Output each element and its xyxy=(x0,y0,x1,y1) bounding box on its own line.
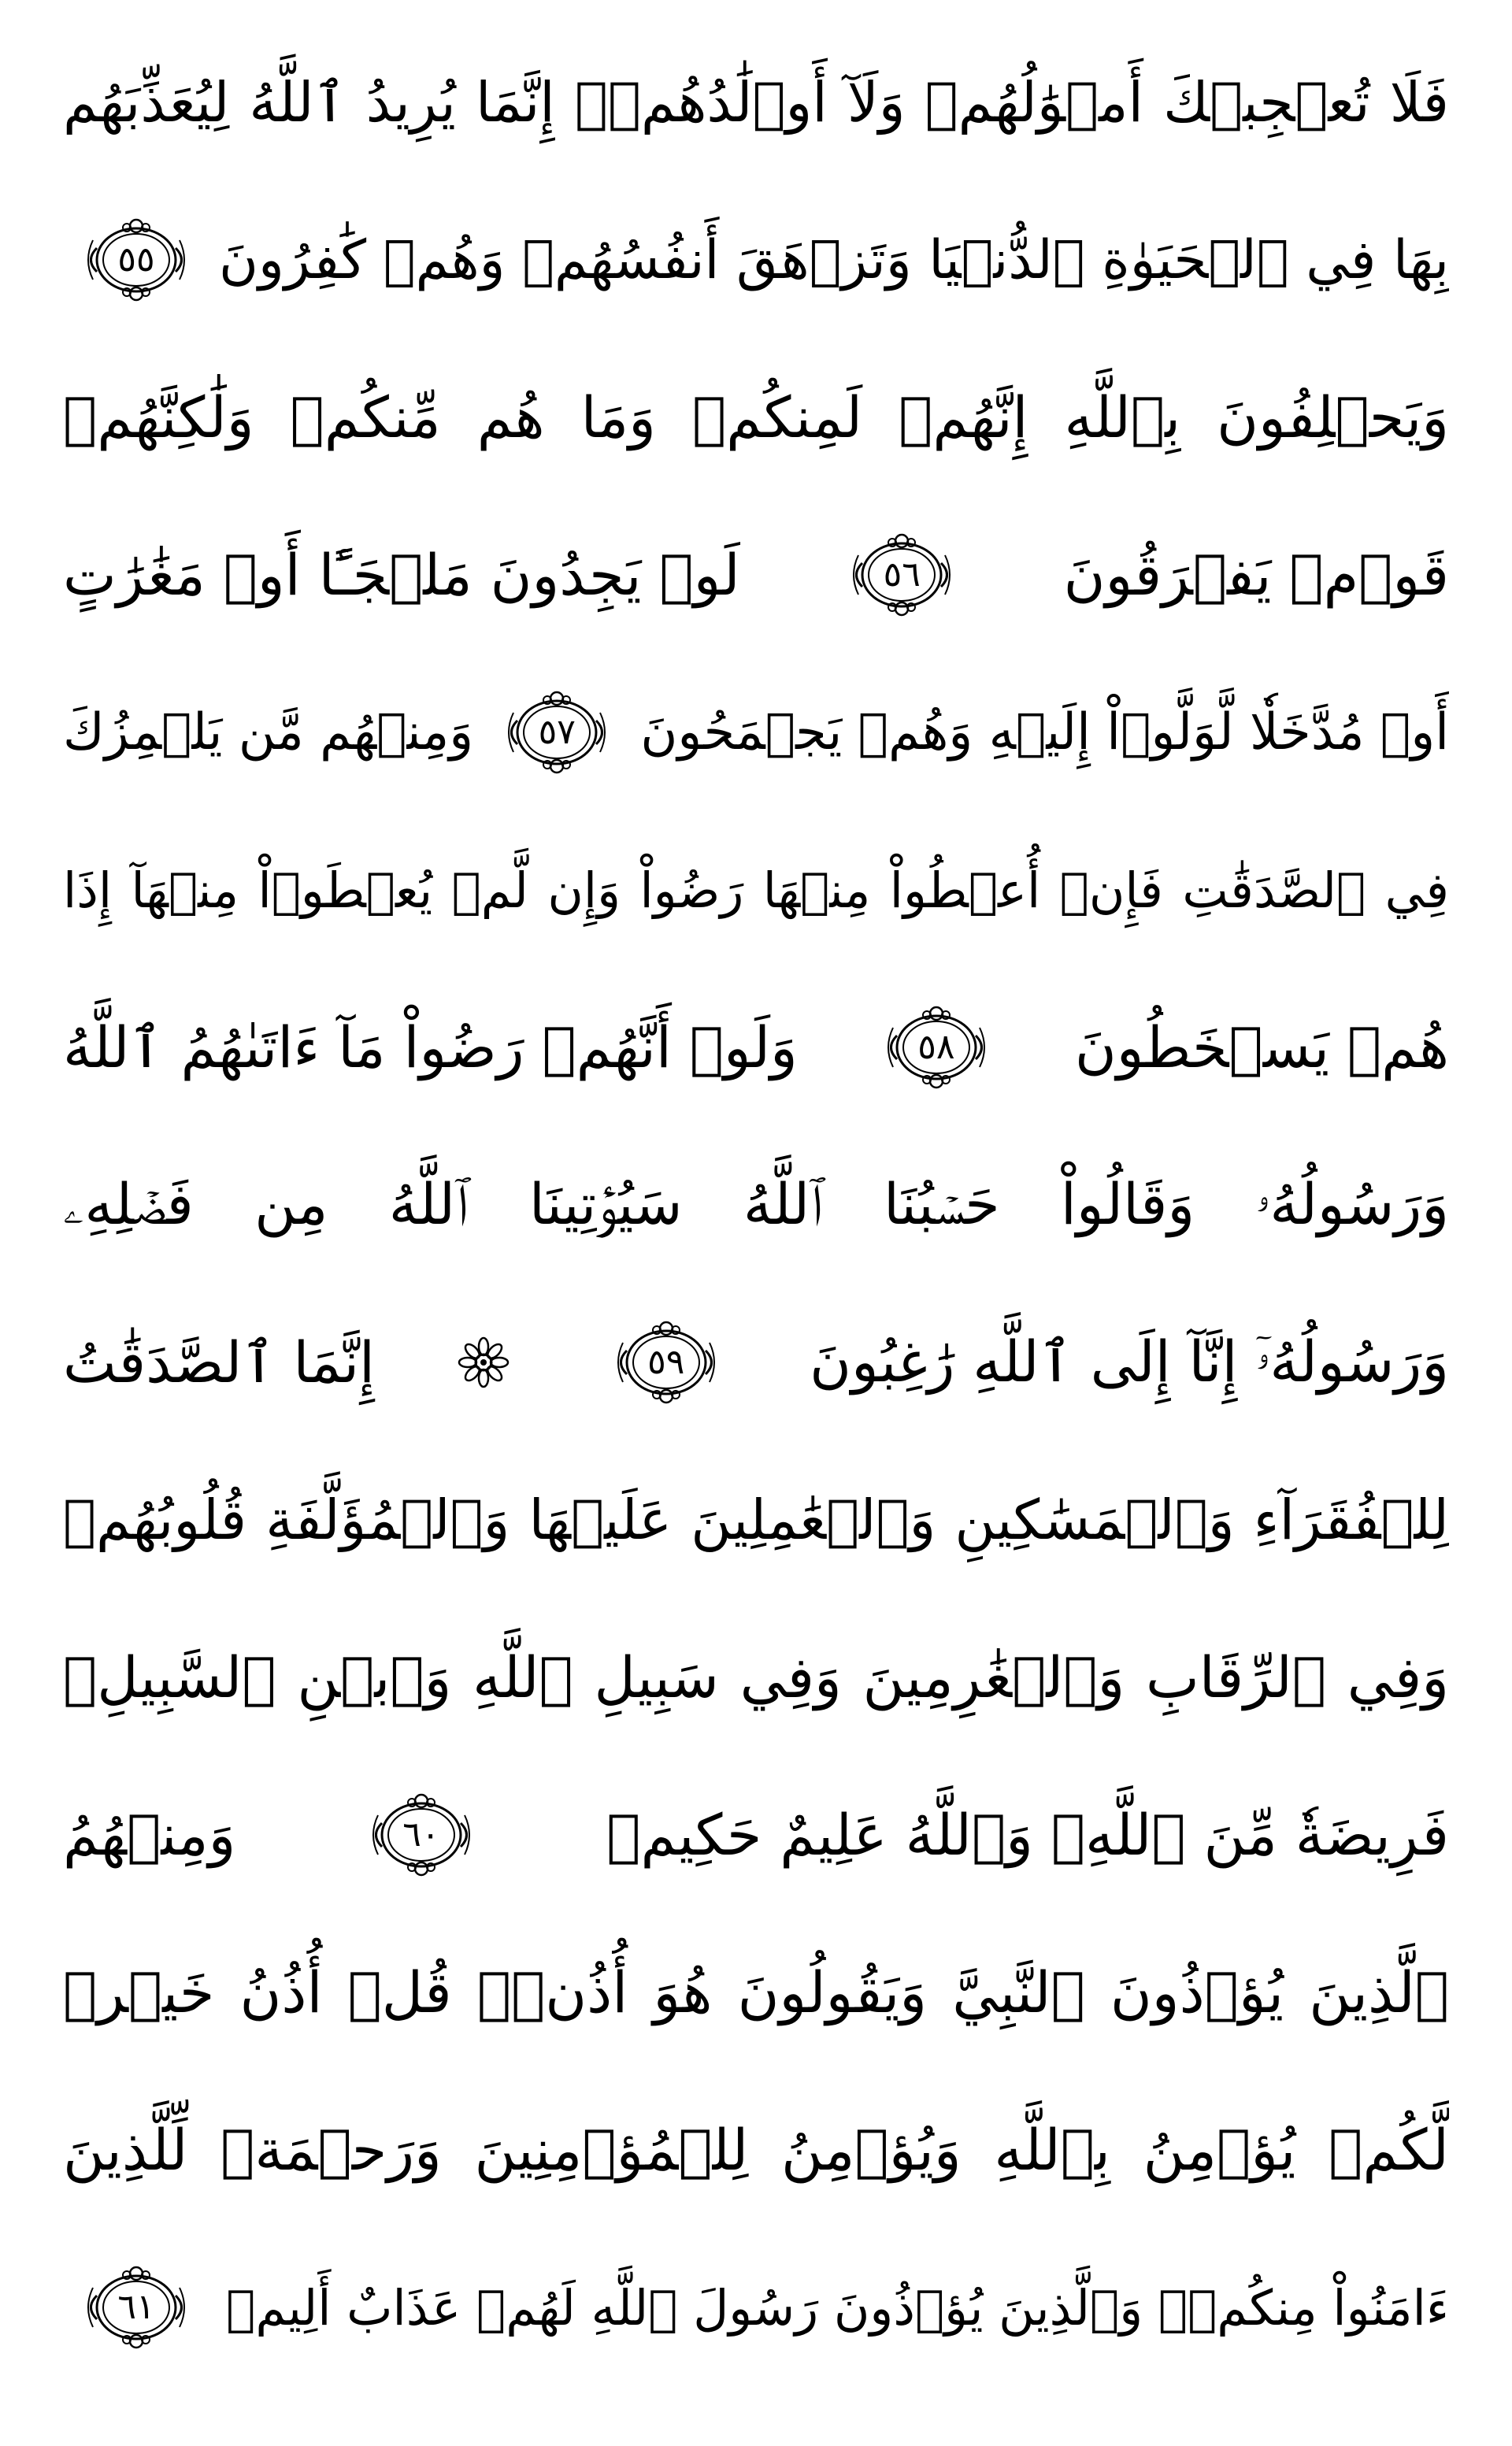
ayah-number: ٥٦ xyxy=(883,554,921,595)
text-line xyxy=(63,654,1449,811)
text-line xyxy=(63,811,1449,969)
verse-text: بِهَا فِي ٱلۡحَيَوٰةِ ٱلدُّنۡيَا وَتَزۡهَقَ أَنفُسُهُمۡ وَهُمۡ كَٰفِرُونَ xyxy=(219,228,1449,291)
text-line xyxy=(63,339,1449,496)
ayah-number: ٦١ xyxy=(117,2287,155,2327)
text-line xyxy=(63,24,1449,181)
verse-text: وَفِي ٱلرِّقَابِ وَٱلۡغَٰرِمِينَ وَفِي سَبِيلِ ٱللَّهِ وَٱبۡنِ ٱلسَّبِيلِۖ xyxy=(63,1644,1449,1710)
text-line xyxy=(63,1284,1449,1441)
verse-text: ءَامَنُواْ مِنكُمۡۚ وَٱلَّذِينَ يُؤۡذُونَ رَسُولَ ٱللَّهِ لَهُمۡ عَذَابٌ أَلِيمٞ xyxy=(226,2278,1449,2337)
verse-text: وَرَسُولُهُۥٓ إِنَّآ إِلَى ٱللَّهِ رَٰغِبُونَ xyxy=(810,1329,1449,1395)
verse-text: لَوۡ يَجِدُونَ مَلۡجَـًٔا أَوۡ مَغَٰرَٰتٍ xyxy=(63,542,740,608)
ayah-number-marker xyxy=(77,2264,195,2351)
text-line xyxy=(63,181,1449,339)
ayah-number-marker xyxy=(843,532,961,618)
verse-text: وَيَحۡلِفُونَ بِٱللَّهِ إِنَّهُمۡ لَمِنكُمۡ وَمَا هُم مِّنكُمۡ وَلَٰكِنَّهُمۡ xyxy=(63,384,1449,450)
verse-text: فَرِيضَةٗ مِّنَ ٱللَّهِۗ وَٱللَّهُ عَلِيمٌ حَكِيمٞ xyxy=(606,1802,1449,1868)
verse-text: وَرَسُولُهُۥ وَقَالُواْ حَسۡبُنَا ٱللَّهُ سَيُؤۡتِينَا ٱللَّهُ مِن فَضۡلِهِۦ xyxy=(63,1171,1449,1237)
ayah-number-marker xyxy=(362,1792,480,1878)
text-line xyxy=(63,1599,1449,1756)
hizb-marker xyxy=(456,1335,511,1390)
verse-text: ٱلَّذِينَ يُؤۡذُونَ ٱلنَّبِيَّ وَيَقُولُونَ هُوَ أُذُنٞۚ قُلۡ أُذُنُ خَيۡرٖ xyxy=(63,1959,1449,2025)
text-line xyxy=(63,969,1449,1126)
verse-text: وَلَوۡ أَنَّهُمۡ رَضُواْ مَآ ءَاتَىٰهُمُ ٱللَّهُ xyxy=(63,1014,798,1080)
text-line xyxy=(63,1756,1449,1914)
verse-text: لَّكُمۡ يُؤۡمِنُ بِٱللَّهِ وَيُؤۡمِنُ لِلۡمُؤۡمِنِينَ وَرَحۡمَةٞ لِّلَّذِينَ xyxy=(63,2117,1449,2183)
rub-el-hizb-icon xyxy=(456,1335,511,1390)
verse-text: وَمِنۡهُم مَّن يَلۡمِزُكَ xyxy=(63,703,474,762)
ayah-number-marker xyxy=(77,217,195,303)
verse-text: فَلَا تُعۡجِبۡكَ أَمۡوَٰلُهُمۡ وَلَآ أَوۡلَٰدُهُمۡۚ إِنَّمَا يُرِيدُ ٱللَّهُ لِيُعَذِّبَهُم xyxy=(63,70,1449,135)
ayah-number-marker xyxy=(498,689,616,776)
verse-text: إِنَّمَا ٱلصَّدَقَٰتُ xyxy=(63,1329,375,1395)
verse-text: هُمۡ يَسۡخَطُونَ xyxy=(1074,1014,1449,1080)
text-line xyxy=(63,2229,1449,2386)
ayah-number: ٥٨ xyxy=(917,1027,955,1067)
ayah-number-marker xyxy=(877,1004,995,1091)
verse-text: لِلۡفُقَرَآءِ وَٱلۡمَسَٰكِينِ وَٱلۡعَٰمِلِينَ عَلَيۡهَا وَٱلۡمُؤَلَّفَةِ قُلُوبُهُمۡ xyxy=(63,1488,1449,1552)
text-line xyxy=(63,496,1449,654)
verse-text: وَمِنۡهُمُ xyxy=(63,1802,236,1868)
ayah-number: ٥٩ xyxy=(647,1342,685,1382)
verse-text: فِي ٱلصَّدَقَٰتِ فَإِنۡ أُعۡطُواْ مِنۡهَا رَضُواْ وَإِن لَّمۡ يُعۡطَوۡاْ مِنۡهَآ إِذَا xyxy=(63,861,1449,919)
text-line xyxy=(63,1126,1449,1284)
ayah-number: ٦٠ xyxy=(402,1814,440,1855)
text-line xyxy=(63,1441,1449,1599)
ayah-number: ٥٥ xyxy=(117,239,155,280)
text-line xyxy=(63,1914,1449,2071)
verse-text: قَوۡمٞ يَفۡرَقُونَ xyxy=(1063,542,1449,608)
verse-text: أَوۡ مُدَّخَلٗا لَّوَلَّوۡاْ إِلَيۡهِ وَهُمۡ يَجۡمَحُونَ xyxy=(640,703,1449,762)
text-line xyxy=(63,2071,1449,2229)
ayah-number: ٥٧ xyxy=(538,712,576,752)
ayah-number-marker xyxy=(607,1319,725,1406)
